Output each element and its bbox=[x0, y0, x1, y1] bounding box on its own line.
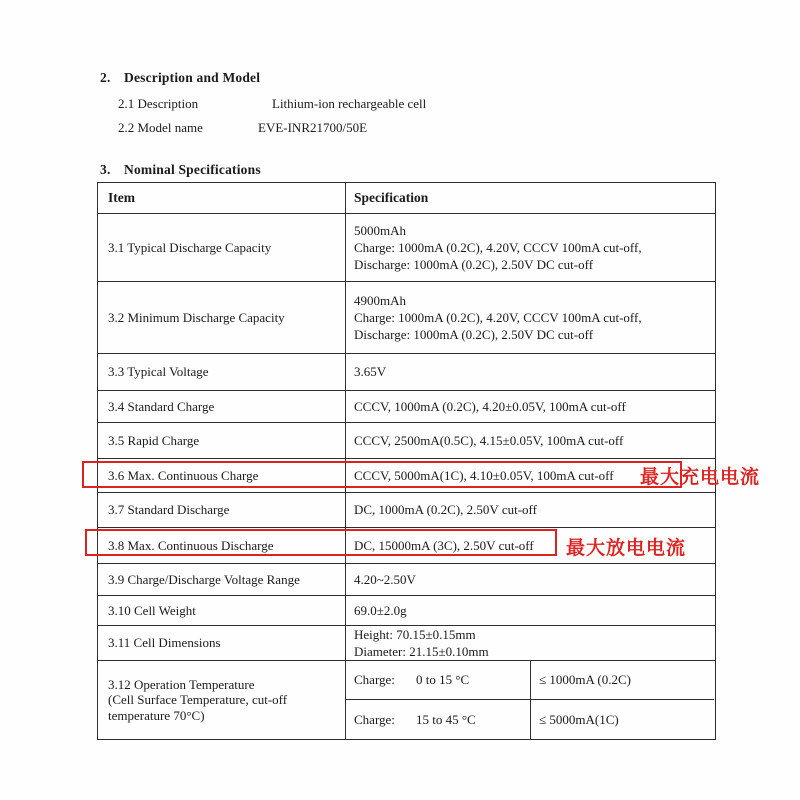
spec-line: Discharge: 1000mA (0.2C), 2.50V DC cut-off bbox=[354, 257, 594, 272]
spec-line: 5000mAh bbox=[354, 223, 406, 238]
model-name-label: 2.2 Model name bbox=[118, 120, 203, 135]
spec-row-3-2 bbox=[98, 282, 716, 354]
spec-row-3-3 bbox=[98, 354, 716, 391]
spec-cell bbox=[346, 214, 716, 282]
spec-line: Charge: 1000mA (0.2C), 4.20V, CCCV 100mA cut-off, bbox=[354, 240, 642, 255]
section-3-heading bbox=[100, 162, 261, 178]
condition-label: Charge: bbox=[354, 711, 395, 727]
item-cell: 3.7 Standard Discharge bbox=[98, 493, 346, 528]
spec-cell: 3.65V bbox=[346, 354, 716, 391]
header-specification: Specification bbox=[346, 183, 716, 214]
condition-range: 0 to 15 °C bbox=[416, 672, 470, 687]
item-cell: 3.11 Cell Dimensions bbox=[98, 626, 346, 661]
section-2-heading bbox=[100, 70, 260, 86]
spec-row-3-6 bbox=[98, 459, 716, 493]
spec-line: 4900mAh bbox=[354, 293, 406, 308]
spec-row-3-11 bbox=[98, 626, 716, 661]
item-line: temperature 70°C) bbox=[108, 707, 205, 723]
item-cell: 3.6 Max. Continuous Charge bbox=[98, 459, 346, 493]
spec-cell bbox=[346, 626, 716, 661]
spec-cell: 4.20~2.50V bbox=[346, 564, 716, 596]
item-cell: 3.5 Rapid Charge bbox=[98, 423, 346, 459]
charge-limit-cell: ≤ 1000mA (0.2C) bbox=[531, 661, 714, 700]
spec-cell: CCCV, 5000mA(1C), 4.10±0.05V, 100mA cut-off bbox=[346, 459, 716, 493]
spec-line: Charge: 1000mA (0.2C), 4.20V, CCCV 100mA cut-off, bbox=[354, 310, 642, 325]
spec-cell bbox=[346, 282, 716, 354]
charge-condition-cell bbox=[346, 661, 531, 700]
section-3-title: Nominal Specifications bbox=[124, 162, 261, 177]
spec-cell: DC, 1000mA (0.2C), 2.50V cut-off bbox=[346, 493, 716, 528]
spec-line: Height: 70.15±0.15mm bbox=[354, 627, 476, 642]
spec-row-3-1 bbox=[98, 214, 716, 282]
item-cell bbox=[98, 661, 346, 740]
spec-cell: CCCV, 2500mA(0.5C), 4.15±0.05V, 100mA cut-off bbox=[346, 423, 716, 459]
condition-range: 15 to 45 °C bbox=[416, 711, 476, 727]
annotation-max-charge-current: 最大充电电流 bbox=[640, 466, 761, 488]
model-name-value: EVE-INR21700/50E bbox=[258, 120, 368, 135]
description-value: Lithium-ion rechargeable cell bbox=[272, 96, 427, 111]
spec-row-3-10 bbox=[98, 596, 716, 626]
spec-row-3-4 bbox=[98, 391, 716, 423]
model-name-row bbox=[118, 120, 618, 136]
operation-temperature-subtable bbox=[346, 661, 716, 740]
item-line: 3.12 Operation Temperature bbox=[108, 676, 255, 692]
item-cell: 3.10 Cell Weight bbox=[98, 596, 346, 626]
spec-row-3-9 bbox=[98, 564, 716, 596]
charge-condition-cell bbox=[346, 700, 531, 739]
spec-row-3-5 bbox=[98, 423, 716, 459]
table-header-row bbox=[98, 183, 716, 214]
item-cell: 3.3 Typical Voltage bbox=[98, 354, 346, 391]
item-cell: 3.1 Typical Discharge Capacity bbox=[98, 214, 346, 282]
section-2-number: 2. bbox=[100, 70, 111, 85]
spec-line: Diameter: 21.15±0.10mm bbox=[354, 644, 489, 659]
spec-cell: CCCV, 1000mA (0.2C), 4.20±0.05V, 100mA cut-off bbox=[346, 391, 716, 423]
header-item: Item bbox=[98, 183, 346, 214]
section-3-number: 3. bbox=[100, 162, 111, 177]
item-line: (Cell Surface Temperature, cut-off bbox=[108, 692, 288, 708]
section-2-title: Description and Model bbox=[124, 70, 261, 85]
spec-table bbox=[97, 182, 716, 740]
item-cell: 3.8 Max. Continuous Discharge bbox=[98, 528, 346, 564]
item-cell: 3.4 Standard Charge bbox=[98, 391, 346, 423]
condition-label: Charge: bbox=[354, 672, 395, 687]
description-row bbox=[118, 96, 618, 112]
description-label: 2.1 Description bbox=[118, 96, 199, 111]
spec-row-3-12 bbox=[98, 661, 716, 740]
annotation-max-discharge-current: 最大放电电流 bbox=[566, 537, 687, 559]
spec-row-3-7 bbox=[98, 493, 716, 528]
charge-limit-cell: ≤ 5000mA(1C) bbox=[539, 711, 619, 727]
spec-cell: 69.0±2.0g bbox=[346, 596, 716, 626]
item-cell: 3.2 Minimum Discharge Capacity bbox=[98, 282, 346, 354]
item-cell: 3.9 Charge/Discharge Voltage Range bbox=[98, 564, 346, 596]
spec-line: Discharge: 1000mA (0.2C), 2.50V DC cut-off bbox=[354, 327, 594, 342]
spec-cell: DC, 15000mA (3C), 2.50V cut-off bbox=[346, 528, 716, 564]
